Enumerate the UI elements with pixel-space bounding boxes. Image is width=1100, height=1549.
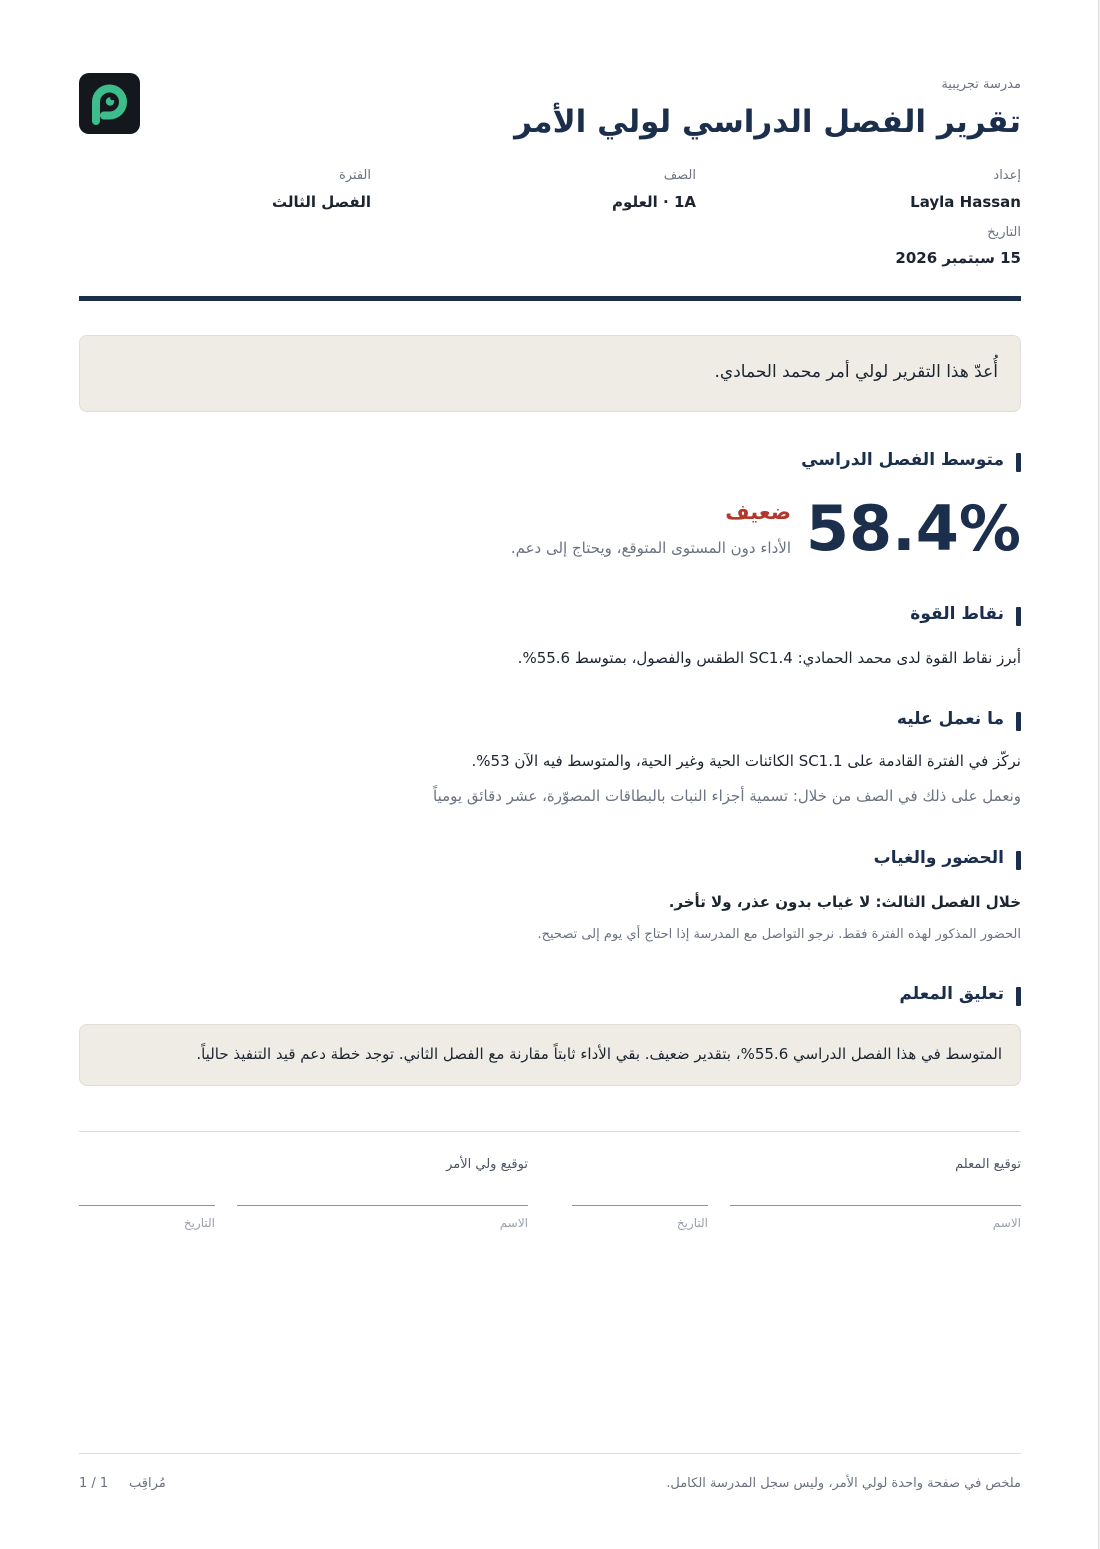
date-label: التاريخ: [987, 225, 1021, 240]
attendance-text: خلال الفصل الثالث: لا غياب بدون عذر، ولا تأخر.: [668, 893, 1021, 911]
rating-badge: ضعيف: [725, 500, 791, 524]
page-number: 1 / 1: [79, 1476, 109, 1491]
strengths-text: أبرز نقاط القوة لدى محمد الحمادي: SC1.4 الطقس والفصول، بمتوسط 55.6%.: [517, 649, 1021, 667]
school-name: مدرسة تجريبية: [941, 77, 1021, 92]
prepared-by-label: إعداد: [993, 168, 1021, 183]
parent-name-caption: الاسم: [499, 1216, 528, 1230]
parent-signature-label: توقيع ولي الأمر: [446, 1157, 528, 1172]
working-on-subtext: ونعمل على ذلك في الصف من خلال: تسمية أجزاء النبات بالبطاقات المصوّرة، عشر دقائق يومياً: [433, 787, 1021, 805]
parent-date-line: [79, 1205, 215, 1206]
teacher-comment-box: [79, 1024, 1021, 1086]
header-divider: [79, 296, 1021, 301]
attendance-heading: الحضور والغياب: [874, 848, 1021, 868]
date-value: 15 سبتمبر 2026: [895, 249, 1021, 267]
report-note-box: [79, 335, 1021, 412]
parent-name-line: [237, 1205, 528, 1206]
report-note-text: أُعدّ هذا التقرير لولي أمر محمد الحمادي.: [714, 362, 998, 382]
teacher-name-caption: الاسم: [992, 1216, 1021, 1230]
parent-date-caption: التاريخ: [183, 1216, 215, 1230]
teacher-date-line: [572, 1205, 708, 1206]
rating-description: الأداء دون المستوى المتوقع، ويحتاج إلى دعم.: [510, 539, 791, 557]
signature-divider: [79, 1131, 1021, 1132]
working-on-heading: ما نعمل عليه: [897, 709, 1021, 729]
prepared-by-value: Layla Hassan: [910, 193, 1021, 211]
footer-note: ملخص في صفحة واحدة لولي الأمر، وليس سجل المدرسة الكامل.: [666, 1476, 1021, 1491]
teacher-signature-label: توقيع المعلم: [955, 1157, 1021, 1172]
reviewer-label: مُراقِب: [129, 1476, 166, 1491]
strengths-heading: نقاط القوة: [910, 604, 1021, 624]
teacher-comment-text: المتوسط في هذا الفصل الدراسي 55.6%، بتقدير ضعيف. بقي الأداء ثابتاً مقارنة مع الفصل الثاني. توجد خطة دعم قيد التنفيذ حالياً.: [196, 1045, 1002, 1063]
footer-divider: [79, 1453, 1021, 1454]
report-content: [79, 0, 1021, 1549]
teacher-date-caption: التاريخ: [676, 1216, 708, 1230]
class-label: الصف: [663, 168, 696, 183]
average-heading: متوسط الفصل الدراسي: [801, 450, 1021, 470]
teacher-comment-heading: تعليق المعلم: [899, 984, 1021, 1004]
period-label: الفترة: [338, 168, 371, 183]
attendance-note: الحضور المذكور لهذه الفترة فقط. نرجو التواصل مع المدرسة إذا احتاج أي يوم إلى تصحيح.: [537, 927, 1021, 942]
average-value: 58.4%: [805, 492, 1021, 565]
class-value: 1A · العلوم: [612, 193, 696, 211]
working-on-text: نركّز في الفترة القادمة على SC1.1 الكائنات الحية وغير الحية، والمتوسط فيه الآن 53%.: [471, 752, 1021, 770]
page-title: تقرير الفصل الدراسي لولي الأمر: [514, 104, 1021, 140]
teacher-name-line: [730, 1205, 1021, 1206]
period-value: الفصل الثالث: [271, 193, 371, 211]
p-logo-icon: [79, 73, 140, 134]
